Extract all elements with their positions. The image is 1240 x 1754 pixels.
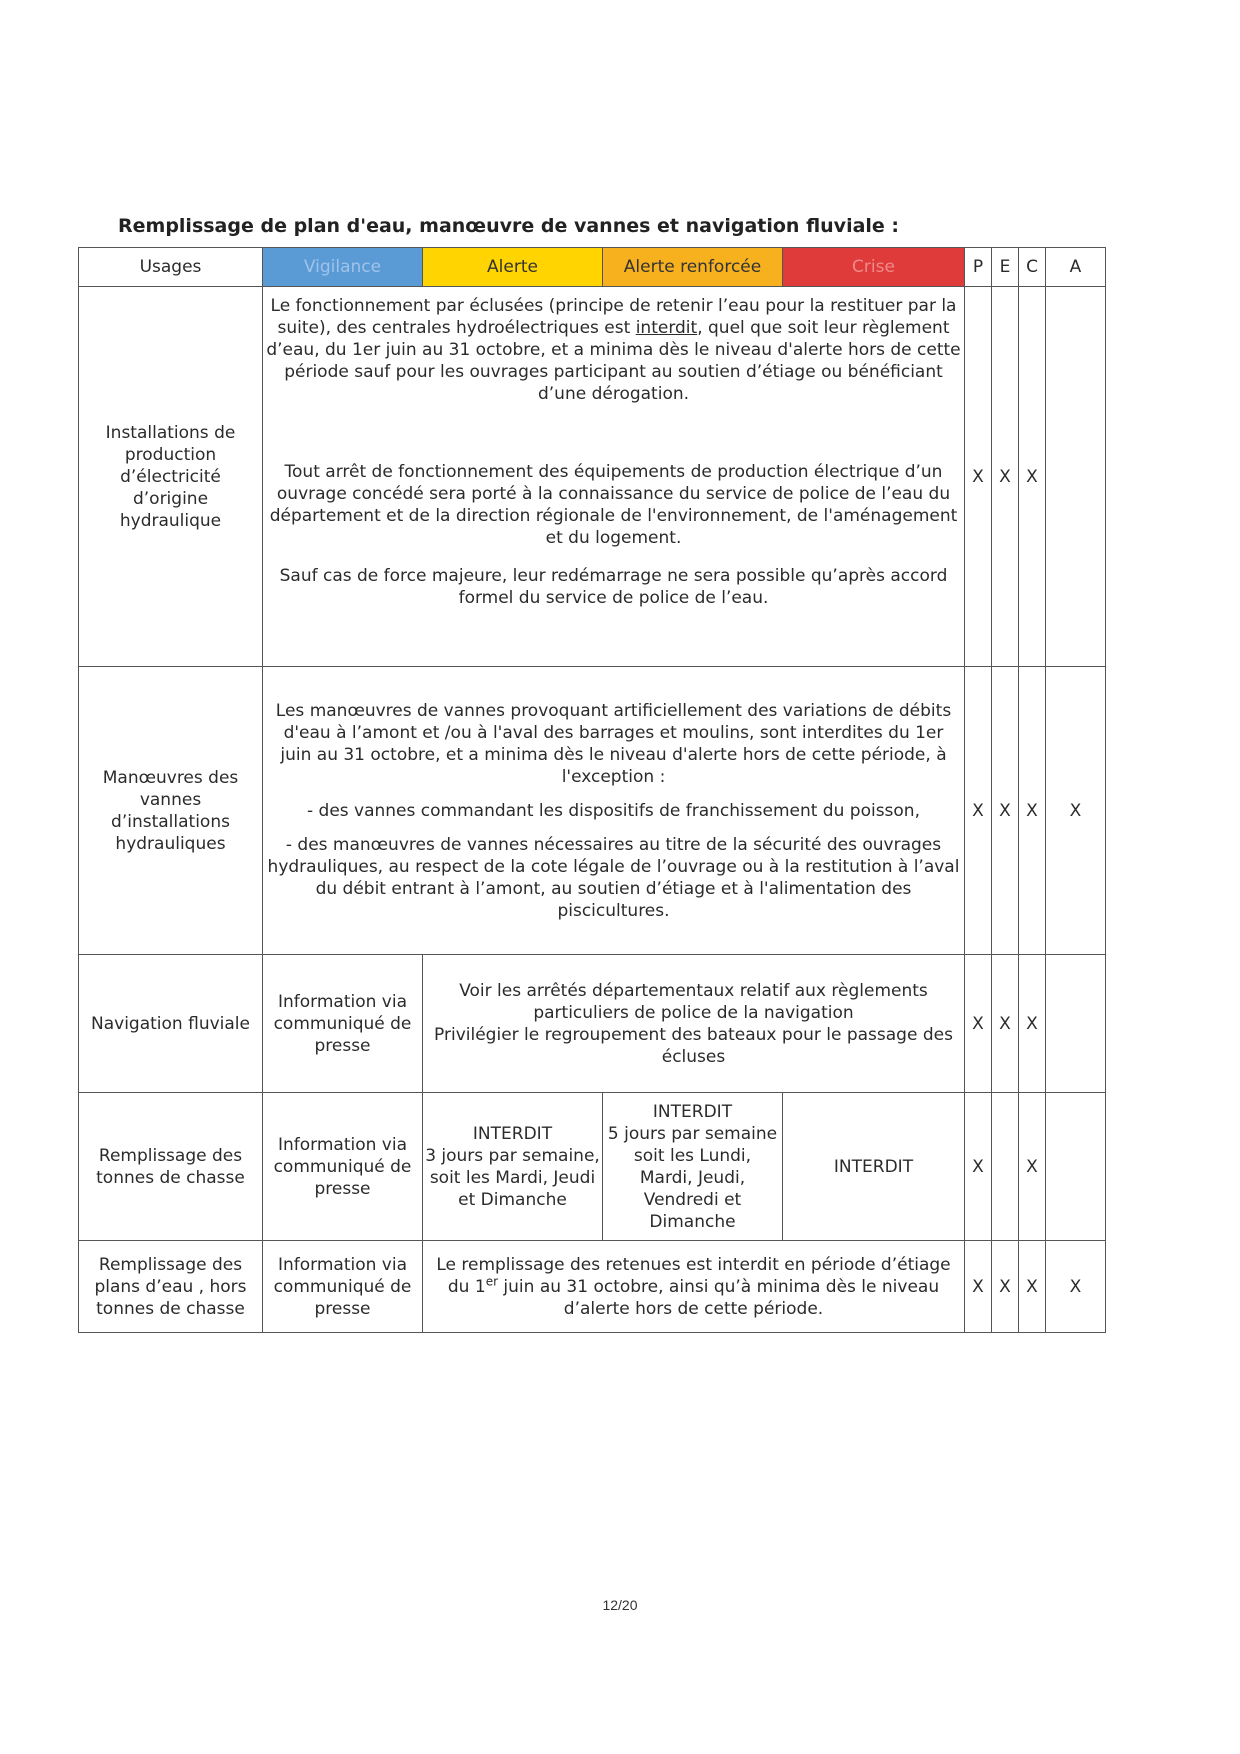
mark-p: X [965,1093,992,1241]
rule-paragraph: Tout arrêt de fonctionnement des équipements de production électrique d’un ouvrage concédé sera porté à la connaissance du service de police de l’eau du département et de la direction régionale de l'environnement, de l'aménagement et du logement. [269,462,958,548]
rule-cell [263,287,965,667]
vigilance-cell: Information via communiqué de presse [263,1241,423,1333]
superscript-er: er [485,1273,499,1288]
header-alerte-renforcee: Alerte renforcée [603,248,783,287]
mark-a [1046,955,1106,1093]
vigilance-cell: Information via communiqué de presse [263,1093,423,1241]
header-e: E [992,248,1019,287]
renforcee-detail: 5 jours par semaine soit les Lundi, Mardi, Jeudi, Vendredi et Dimanche [607,1123,778,1232]
header-alerte: Alerte [423,248,603,287]
rule-paragraph: - des manœuvres de vannes nécessaires au titre de la sécurité des ouvrages hydrauliques, au respect de la cote légale de l’ouvrage ou à la restitution à l’aval du débit entrant à l’amont, au soutien d’étiage et à l'alimentation des piscicultures. [267,834,960,921]
mark-a [1046,287,1106,667]
rule-paragraph: Privilégier le regroupement des bateaux pour le passage des écluses [434,1024,953,1067]
alerte-detail: 3 jours par semaine, soit les Mardi, Jeudi et Dimanche [425,1145,600,1210]
rule-paragraph: Voir les arrêtés départementaux relatif aux règlements particuliers de police de la navigation [459,980,928,1023]
mark-e [992,1093,1019,1241]
table-row [79,667,1106,955]
mark-e: X [992,667,1019,955]
mark-c: X [1019,1093,1046,1241]
mark-c: X [1019,955,1046,1093]
mark-e: X [992,1241,1019,1333]
usage-cell: Installations de production d’électricité d’origine hydraulique [79,287,263,667]
table-row [79,1241,1106,1333]
page-number: 12/20 [602,1597,638,1613]
header-usages: Usages [79,248,263,287]
header-vigilance: Vigilance [263,248,423,287]
crise-cell: INTERDIT [783,1093,965,1241]
mark-p: X [965,287,992,667]
mark-a: X [1046,1241,1106,1333]
header-crise: Crise [783,248,965,287]
mark-a [1046,1093,1106,1241]
rule-cell: Le remplissage des retenues est interdit en période d’étiage du 1er juin au 31 octobre, ainsi qu’à minima dès le niveau d’alerte hors de cette période. [423,1241,965,1333]
mark-p: X [965,667,992,955]
rule-paragraph: Sauf cas de force majeure, leur redémarrage ne sera possible qu’après accord formel du service de police de l’eau. [279,566,948,608]
alerte-title: INTERDIT [472,1123,553,1144]
usage-cell: Navigation fluviale [79,955,263,1093]
rule-cell [423,955,965,1093]
mark-p: X [965,1241,992,1333]
rule-paragraph: Les manœuvres de vannes provoquant artificiellement des variations de débits d'eau à l’amont et /ou à l'aval des barrages et moulins, sont interdites du 1er juin au 31 octobre, et a minima dès le niveau d'alerte hors de cette période, à l'exception : [275,700,952,787]
header-p: P [965,248,992,287]
section-title: Remplissage de plan d'eau, manœuvre de vannes et navigation fluviale : [118,215,900,237]
usage-cell: Remplissage des plans d’eau , hors tonnes de chasse [79,1241,263,1333]
renforcee-title: INTERDIT [652,1101,733,1122]
mark-c: X [1019,287,1046,667]
table-row [79,1093,1106,1241]
vigilance-cell: Information via communiqué de presse [263,955,423,1093]
alerte-cell [423,1093,603,1241]
rule-paragraph: - des vannes commandant les dispositifs de franchissement du poisson, [306,800,920,821]
interdit-underlined: interdit [635,318,698,338]
restrictions-table [78,247,1106,1333]
table-row [79,955,1106,1093]
usage-cell: Manœuvres des vannes d’installations hydrauliques [79,667,263,955]
mark-e: X [992,955,1019,1093]
renforcee-cell [603,1093,783,1241]
mark-e: X [992,287,1019,667]
rule-paragraph: Le fonctionnement par éclusées (principe de retenir l’eau pour la restituer par la suite), des centrales hydroélectriques est interdit, quel que soit leur règlement d’eau, du 1er juin au 31 octobre, et a minima dès le niveau d'alerte hors de cette période sauf pour les ouvrages participant au soutien d’étiage ou bénéficiant d’une dérogation. [266,296,961,404]
header-c: C [1019,248,1046,287]
mark-c: X [1019,1241,1046,1333]
mark-c: X [1019,667,1046,955]
usage-cell: Remplissage des tonnes de chasse [79,1093,263,1241]
header-a: A [1046,248,1106,287]
mark-a: X [1046,667,1106,955]
mark-p: X [965,955,992,1093]
rule-cell [263,667,965,955]
header-row [79,248,1106,287]
table-row [79,287,1106,667]
